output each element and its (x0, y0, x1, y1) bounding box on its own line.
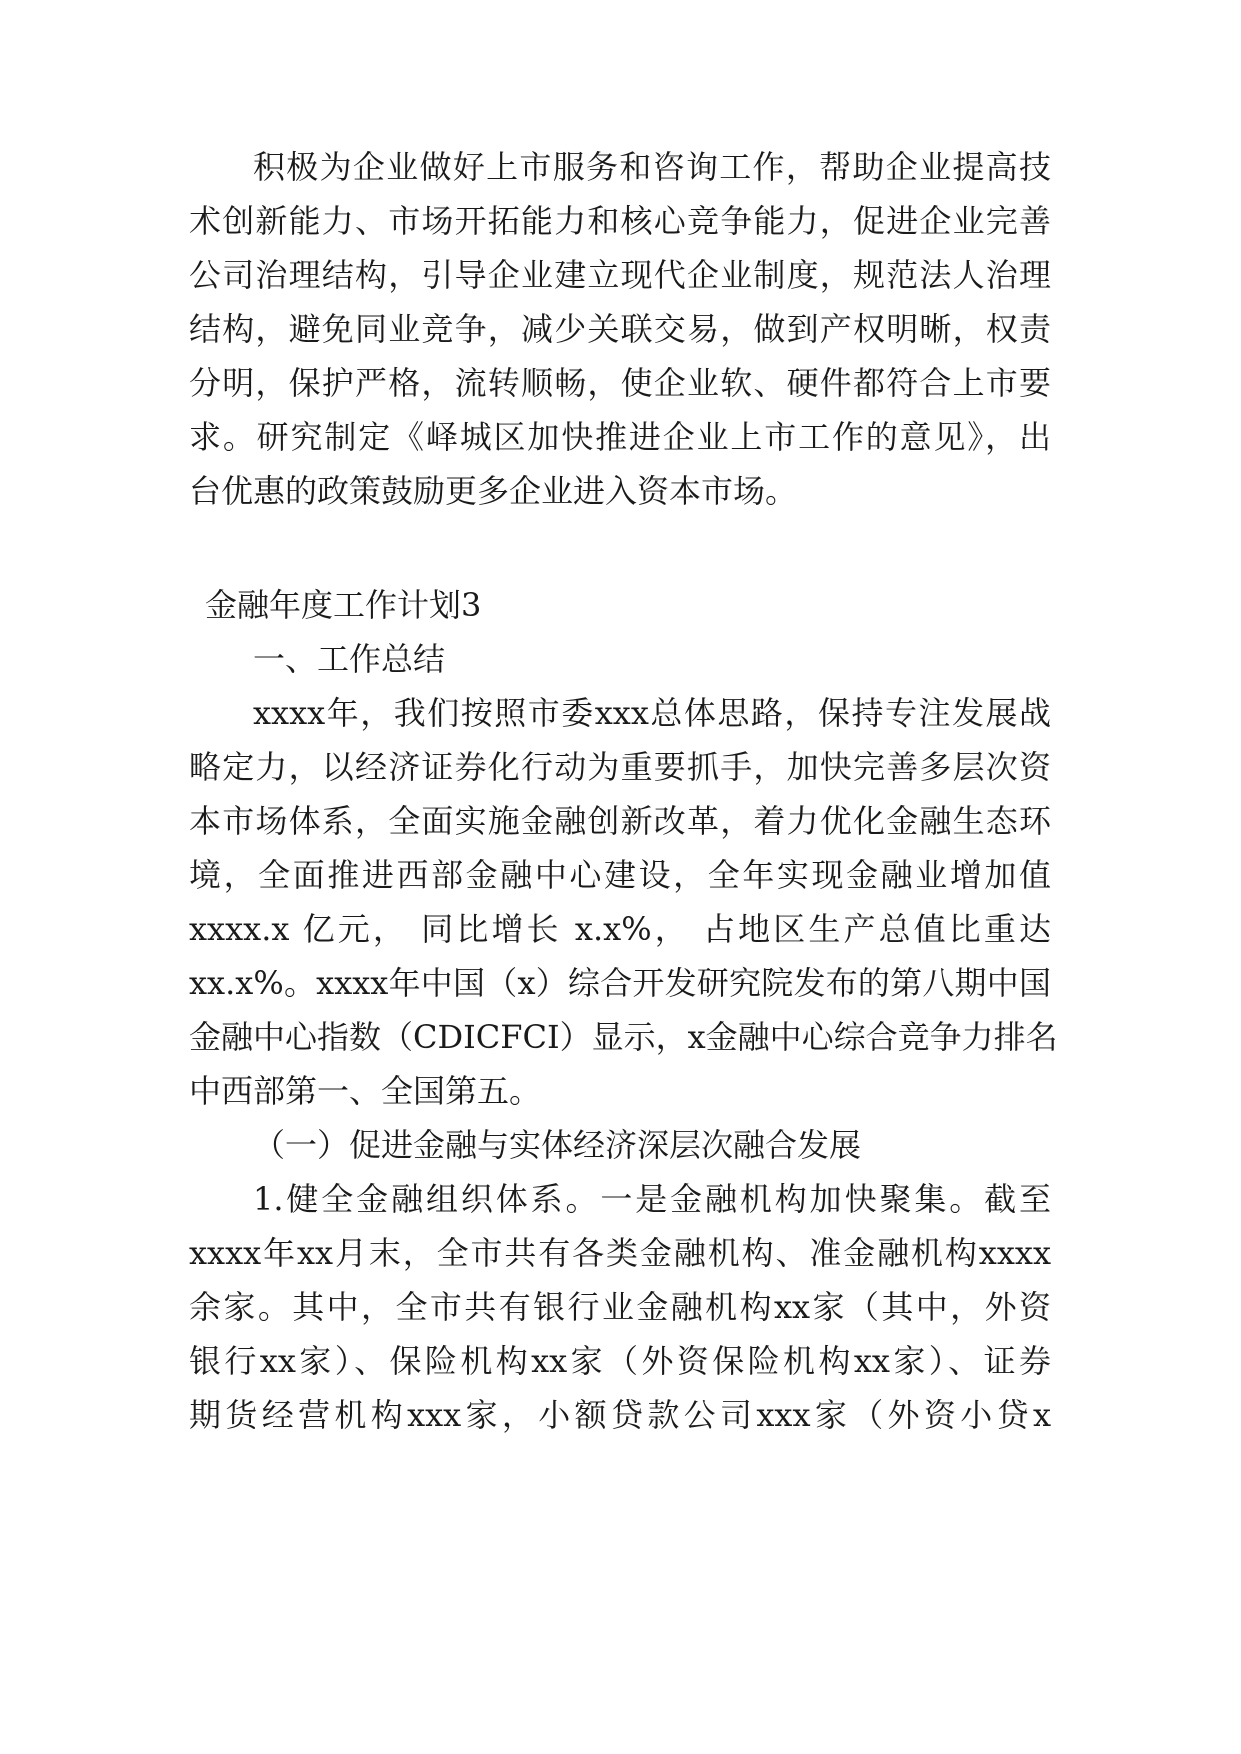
paragraph1-line-2: 术创新能力、市场开拓能力和核心竞争能力，促进企业完善 (189, 202, 1051, 240)
paragraph2-line-6: xx.x%。xxxx年中国（x）综合开发研究院发布的第八期中国 (189, 964, 1051, 1002)
paragraph1-line-3: 公司治理结构，引导企业建立现代企业制度，规范法人治理 (189, 256, 1051, 294)
paragraph1-line-5: 分明，保护严格，流转顺畅，使企业软、硬件都符合上市要 (189, 364, 1051, 402)
paragraph3-line-1: 1.健全金融组织体系。一是金融机构加快聚集。截至 (253, 1180, 1051, 1218)
paragraph2-line-7: 金融中心指数（CDICFCI）显示，x金融中心综合竞争力排名 (189, 1018, 1058, 1056)
heading-subsection-1: （一）促进金融与实体经济深层次融合发展 (253, 1126, 862, 1164)
paragraph1-line-1: 积极为企业做好上市服务和咨询工作，帮助企业提高技 (253, 148, 1051, 186)
heading-work-summary: 一、工作总结 (253, 640, 446, 678)
paragraph1-line-7: 台优惠的政策鼓励更多企业进入资本市场。 (189, 472, 798, 510)
paragraph3-line-4: 银行xx家）、保险机构xx家（外资保险机构xx家）、证券 (189, 1342, 1051, 1380)
paragraph2-line-1: xxxx年，我们按照市委xxx总体思路，保持专注发展战 (253, 694, 1051, 732)
paragraph3-line-2: xxxx年xx月末，全市共有各类金融机构、准金融机构xxxx (189, 1234, 1051, 1272)
paragraph3-line-3: 余家。其中，全市共有银行业金融机构xx家（其中，外资 (189, 1288, 1051, 1326)
paragraph2-line-5: xxxx.x 亿元， 同比增长 x.x%， 占地区生产总值比重达 (189, 910, 1051, 948)
section-title: 金融年度工作计划3 (205, 586, 482, 624)
paragraph1-line-6: 求。研究制定《峄城区加快推进企业上市工作的意见》，出 (189, 418, 1051, 456)
paragraph2-line-8: 中西部第一、全国第五。 (189, 1072, 542, 1110)
paragraph2-line-4: 境，全面推进西部金融中心建设，全年实现金融业增加值 (189, 856, 1051, 894)
paragraph2-line-2: 略定力，以经济证券化行动为重要抓手，加快完善多层次资 (189, 748, 1051, 786)
paragraph1-line-4: 结构，避免同业竞争，减少关联交易，做到产权明晰，权责 (189, 310, 1051, 348)
paragraph3-line-5: 期货经营机构xxx家，小额贷款公司xxx家（外资小贷x (189, 1396, 1051, 1434)
paragraph2-line-3: 本市场体系，全面实施金融创新改革，着力优化金融生态环 (189, 802, 1051, 840)
